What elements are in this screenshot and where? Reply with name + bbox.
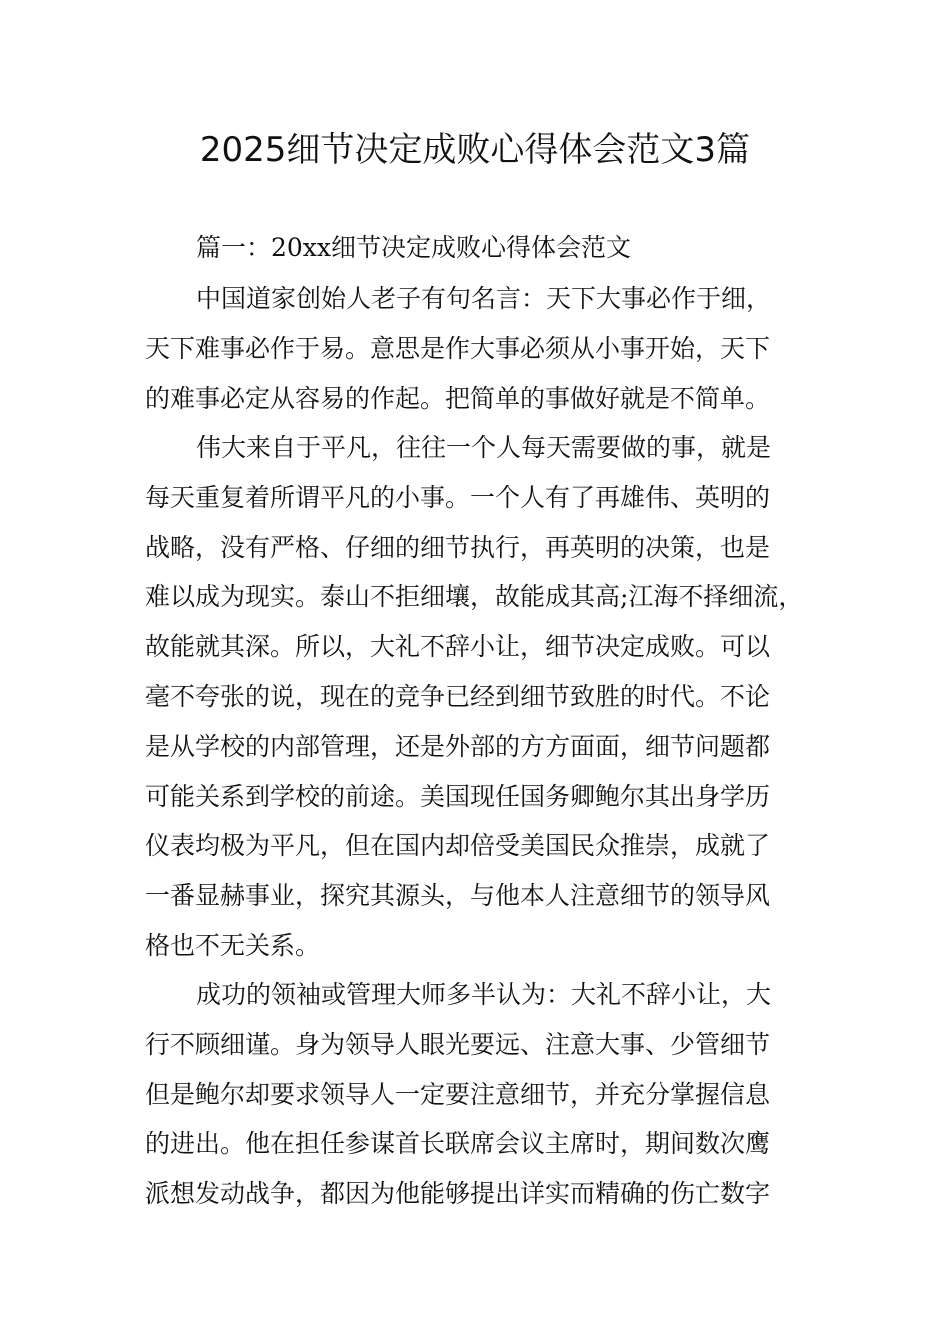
paragraph-line: 行不顾细谨。身为领导人眼光要远、注意大事、少管细节 [145,1029,771,1059]
paragraph-line: 一番显赫事业，探究其源头，与他本人注意细节的领导风 [145,881,771,911]
paragraph-line: 成功的领袖或管理大师多半认为：大礼不辞小让，大 [196,980,772,1009]
paragraph-line: 的进出。他在担任参谋首长联席会议主席时，期间数次鹰 [145,1129,771,1159]
paragraph-line: 仪表均极为平凡，但在国内却倍受美国民众推崇，成就了 [145,831,771,861]
paragraph-line: 可能关系到学校的前途。美国现任国务卿鲍尔其出身学历 [145,781,771,811]
paragraph-line: 的难事必定从容易的作起。把简单的事做好就是不简单。 [145,383,771,413]
paragraph-line: 但是鲍尔却要求领导人一定要注意细节，并充分掌握信息 [145,1079,771,1109]
document-title: 2025细节决定成败心得体会范文3篇 [199,130,751,170]
paragraph-1 [145,274,810,423]
paragraph-line: 伟大来自于平凡，往往一个人每天需要做的事，就是 [196,433,772,462]
paragraph-line: 格也不无关系。 [145,930,321,960]
paragraph-3 [145,970,810,1219]
paragraph-line: 是从学校的内部管理，还是外部的方方面面，细节问题都 [145,731,771,761]
section-heading: 篇一：20xx细节决定成败心得体会范文 [196,233,632,262]
paragraph-line: 毫不夸张的说，现在的竞争已经到细节致胜的时代。不论 [145,681,771,711]
paragraph-line: 派想发动战争，都因为他能够提出详实而精确的伤亡数字 [145,1179,771,1209]
paragraph-line: 每天重复着所谓平凡的小事。一个人有了再雄伟、英明的 [145,482,771,512]
paragraph-line: 战略，没有严格、仔细的细节执行，再英明的决策，也是 [145,532,771,562]
paragraph-2 [145,423,810,971]
paragraph-line: 故能就其深。所以，大礼不辞小让，细节决定成败。可以 [145,632,771,662]
paragraph-line: 中国道家创始人老子有句名言：天下大事必作于细， [196,284,772,313]
paragraph-line: 天下难事必作于易。意思是作大事必须从小事开始，天下 [145,333,771,363]
paragraph-line: 难以成为现实。泰山不拒细壤，故能成其高;江海不择细流， [145,582,804,612]
